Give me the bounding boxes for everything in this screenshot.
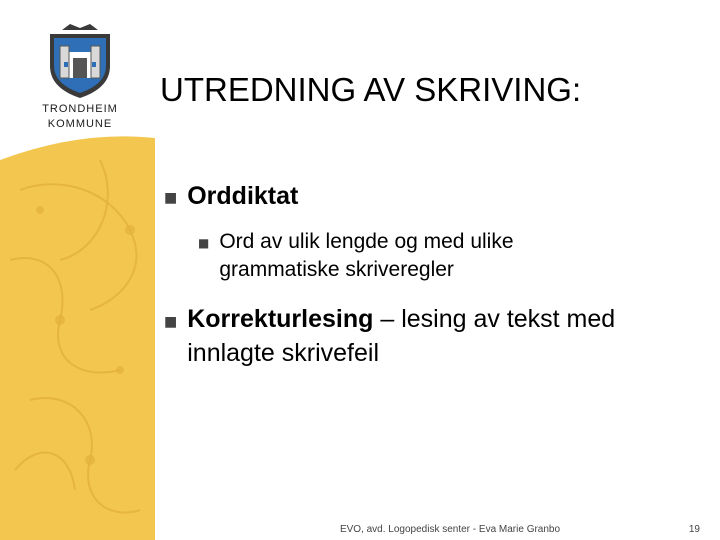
square-bullet-icon: ■ bbox=[164, 190, 178, 206]
bullet-heading: Korrekturlesing bbox=[187, 305, 374, 333]
bullet-text bbox=[187, 180, 298, 212]
bullet-heading: Orddiktat bbox=[187, 182, 299, 210]
logo-line-2: KOMMUNE bbox=[47, 118, 113, 130]
slide-title: UTREDNING AV SKRIVING: bbox=[160, 71, 582, 108]
bullet-korrekturlesing bbox=[164, 302, 704, 370]
square-bullet-icon: ■ bbox=[164, 314, 178, 330]
decorative-side-panel bbox=[0, 0, 160, 540]
logo-line-1: TRONDHEIM bbox=[42, 103, 118, 115]
sub-bullet-ord-av-ulik-lengde bbox=[198, 228, 638, 284]
page-number: 19 bbox=[688, 524, 700, 535]
bullet-description: – lesing av tekst med innlagte skrivefeil bbox=[187, 305, 616, 367]
bullet-orddiktat bbox=[164, 180, 684, 214]
sub-bullet-text: Ord av ulik lengde og med ulike grammatiske skriveregler bbox=[219, 230, 514, 281]
bullet-text bbox=[187, 302, 704, 370]
coat-of-arms-icon bbox=[40, 22, 120, 100]
footer-text: EVO, avd. Logopedisk senter - Eva Marie Granbo bbox=[339, 524, 561, 535]
square-bullet-icon: ■ bbox=[198, 236, 210, 250]
logo-text bbox=[18, 102, 142, 132]
